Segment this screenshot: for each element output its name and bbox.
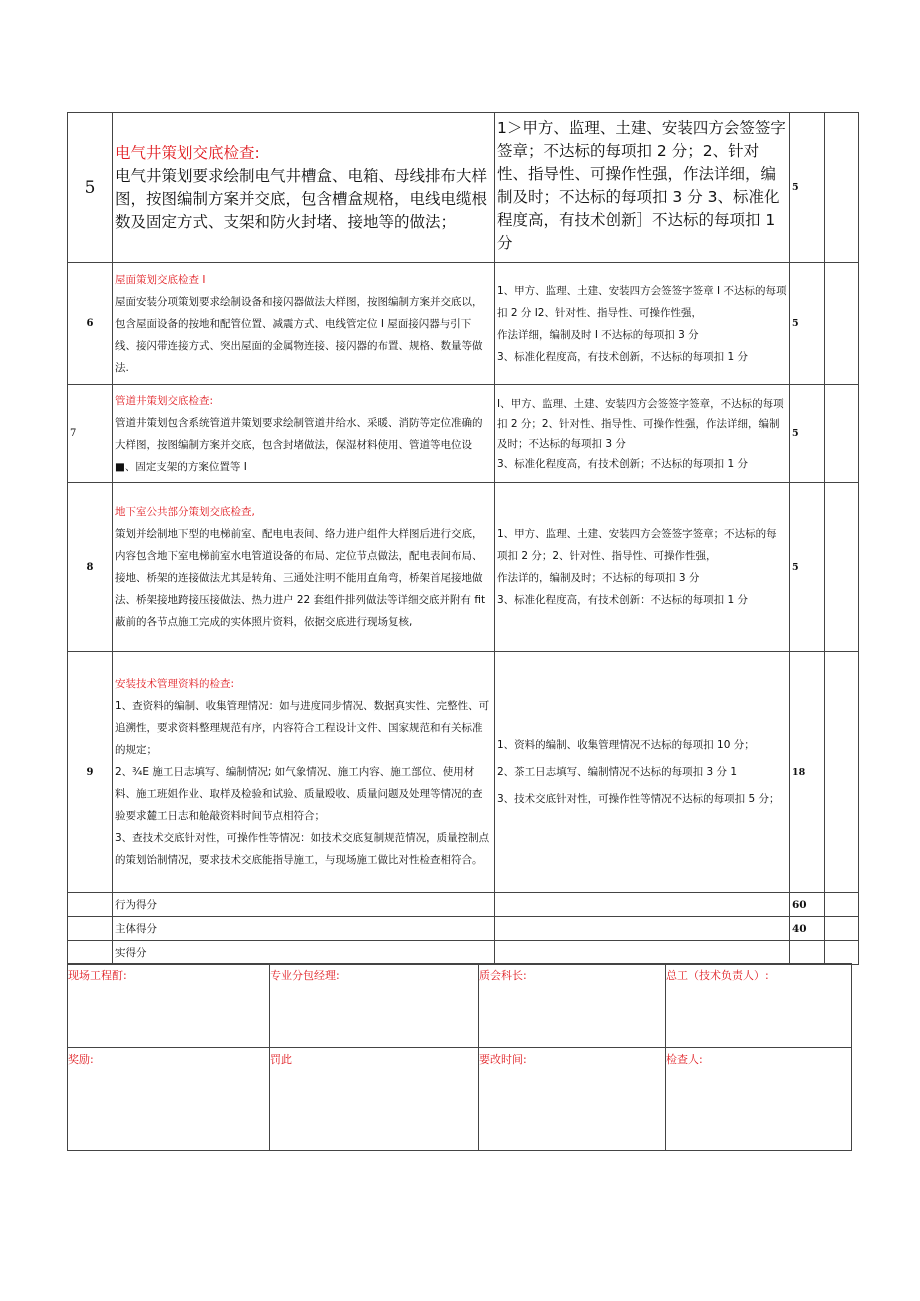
chief-engineer-field[interactable]: 总工（技术负责人）: bbox=[666, 964, 852, 1048]
summary-actual[interactable] bbox=[825, 941, 859, 965]
item-actual-score[interactable] bbox=[825, 652, 859, 893]
criteria-line: 1、资料的编制、收集管理情况不达标的每项扣 10 分； bbox=[497, 738, 755, 751]
item-criteria: 1＞甲方、监理、土建、安装四方会签签字签章；不达标的每项扣 2 分；2、针对性、指导性、可操作性强，作法详细，编制及时；不达标的每项扣 3 分 3、标准化程度高，有技术创新］不达标的每项扣 1 分 bbox=[495, 113, 790, 263]
criteria-line: I、甲方、监理、土建、安装四方会签签字签章，不达标的每项扣 2 分；2、针对性、指导性、可操作性强，作法详细，编制及时；不达标的每项扣 3 分 bbox=[497, 397, 784, 450]
criteria-line: 3、标准化程度高，有技术创新：不达标的每项扣 1 分 bbox=[497, 594, 749, 606]
item-description: 屋面安装分项策划要求绘制设备和接闪器做法大样图，按图编制方案并交底以，包含屋面设备的按地和配管位置、减震方式、电线管定位 I 屋面接闪器与引下线、接闪带连接方式、突出屋面的金属物连接、接闪器的布置、规格、数量等做法. bbox=[115, 295, 483, 374]
item-content bbox=[113, 652, 495, 893]
subcontract-manager-field[interactable]: 专业分包经理: bbox=[270, 964, 479, 1048]
item-title: 安装技术管理资料的检查: bbox=[115, 678, 235, 690]
empty-cell bbox=[68, 941, 113, 965]
item-criteria bbox=[495, 385, 790, 483]
rectification-time-field[interactable]: 要改时间: bbox=[479, 1048, 666, 1151]
item-title: 管道井策划交底检查: bbox=[115, 394, 214, 407]
item-score: 5 bbox=[790, 385, 825, 483]
criteria-line: 2、茶工日志填写、编制情况不达标的每项扣 3 分 1 bbox=[497, 765, 738, 778]
item-description: 3、查技术交底针对性，可操作性等情况：如技术交底复制规范情况，质量控制点的策划饴制情况，要求技术交底能指导施工，与现场施工做比对性检查相符合。 bbox=[115, 832, 490, 866]
item-content bbox=[113, 385, 495, 483]
summary-blank bbox=[495, 917, 790, 941]
item-content bbox=[113, 113, 495, 263]
item-title: 屋面策划交底检查 I bbox=[115, 273, 206, 286]
table-row bbox=[68, 652, 859, 893]
item-actual-score[interactable] bbox=[825, 113, 859, 263]
item-score: 5 bbox=[790, 263, 825, 385]
penalty-field[interactable]: 罚此 bbox=[270, 1048, 479, 1151]
table-row bbox=[68, 385, 859, 483]
quality-chief-field[interactable]: 质会科长: bbox=[479, 964, 666, 1048]
item-actual-score[interactable] bbox=[825, 483, 859, 652]
item-criteria bbox=[495, 263, 790, 385]
item-score: 5 bbox=[790, 113, 825, 263]
criteria-line: 3、标准化程度高，有技术创新；不达标的每项扣 1 分 bbox=[497, 457, 749, 470]
summary-score bbox=[790, 941, 825, 965]
item-description: 1、查资料的编制、收集管理情况：如与进度同步情况、数据真实性、完整性、可追溯性，要求资料整理规范有序，内容符合工程设计文件、国家规范和有关标准的规定； bbox=[115, 700, 490, 756]
summary-label: 实得分 bbox=[113, 941, 495, 965]
table-row bbox=[68, 113, 859, 263]
item-description: 管道井策划包含系统管道井策划要求绘制管道井给水、采暖、消防等定位准确的大样图，按图编制方案并交底，包含封堵做法，保湿材料使用、管道等电位设■、固定支架的方案位置等 I bbox=[115, 416, 483, 473]
item-score: 5 bbox=[790, 483, 825, 652]
item-actual-score[interactable] bbox=[825, 385, 859, 483]
item-number: 6 bbox=[68, 263, 113, 385]
item-title: 地下室公共部分策划交底检查, bbox=[115, 506, 255, 518]
inspector-field[interactable]: 检查人: bbox=[666, 1048, 852, 1151]
signature-row bbox=[68, 964, 852, 1048]
item-content bbox=[113, 263, 495, 385]
summary-blank bbox=[495, 893, 790, 917]
item-number: 9 bbox=[68, 652, 113, 893]
summary-label: 主体得分 bbox=[113, 917, 495, 941]
criteria-line: 3、技术交底针对性，可操作性等情况不达标的每项扣 5 分； bbox=[497, 792, 780, 805]
item-description: 电气井策划要求绘制电气井槽盒、电箱、母线排布大样图，按图编制方案并交底，包含槽盒规格，电线电缆根数及固定方式、支架和防火封堵、接地等的做法； bbox=[115, 166, 488, 231]
item-criteria bbox=[495, 483, 790, 652]
site-engineer-field[interactable]: 现场工程酊: bbox=[68, 964, 270, 1048]
summary-label: 行为得分 bbox=[113, 893, 495, 917]
empty-cell bbox=[68, 893, 113, 917]
item-number: 8 bbox=[68, 483, 113, 652]
signature-row bbox=[68, 1048, 852, 1151]
item-content bbox=[113, 483, 495, 652]
signature-table bbox=[67, 963, 852, 1151]
empty-cell bbox=[68, 917, 113, 941]
item-score: 18 bbox=[790, 652, 825, 893]
summary-score: 40 bbox=[790, 917, 825, 941]
item-actual-score[interactable] bbox=[825, 263, 859, 385]
summary-actual[interactable] bbox=[825, 893, 859, 917]
reward-field[interactable]: 奖励: bbox=[68, 1048, 270, 1151]
summary-blank bbox=[495, 941, 790, 965]
table-row bbox=[68, 263, 859, 385]
criteria-line: 作法详细，编制及时 I 不达标的每项扣 3 分 bbox=[497, 328, 699, 341]
item-number: 5 bbox=[68, 113, 113, 263]
item-description: 2、¾E 施工日志填写、编制情况; 如气象情况、施工内容、施工部位、使用材料、施工班姐作业、取样及检验和试验、质量殴收、质量问题及处理等情况的查验要求麓工日志和舱敲资料时间节点相符合； bbox=[115, 766, 483, 822]
summary-score: 60 bbox=[790, 893, 825, 917]
criteria-line: 3、标准化程度高，有技术创新，不达标的每项扣 1 分 bbox=[497, 350, 749, 363]
summary-row-total bbox=[68, 941, 859, 965]
criteria-line: 作法详的，编制及时；不达标的每项扣 3 分 bbox=[497, 572, 700, 584]
inspection-table bbox=[67, 112, 859, 965]
item-description: 策划并绘制地下型的电梯前室、配电电表间、络力进户组件大样图后进行交底，内容包含地下室电梯前室水电管道设备的布局、定位节点做法，配电表间布局、接地、桥架的连接做法尤其是转角、三通处注明不能用直角弯，桥架首尾接地做法、桥架接地跨接压接做法、热力进户 22 套组件排列做法等详细交底并附有 fit 蔽前的各节点施工完成的实体照片资料，依据交底进行现场复核, bbox=[115, 528, 486, 628]
item-criteria bbox=[495, 652, 790, 893]
criteria-line: 1、甲方、监理、土建、安装四方会签签字签章 I 不达标的每项扣 2 分 I2、针对性、指导性、可操作性强， bbox=[497, 284, 787, 319]
summary-actual[interactable] bbox=[825, 917, 859, 941]
summary-row-main bbox=[68, 917, 859, 941]
summary-row-behavior bbox=[68, 893, 859, 917]
item-title: 电气井策划交底检查: bbox=[115, 143, 260, 162]
table-row bbox=[68, 483, 859, 652]
criteria-line: 1、甲方、监理、土建、安装四方会签签字签章；不达标的每项扣 2 分；2、针对性、指导性、可操作性强， bbox=[497, 528, 777, 562]
item-number: 7 bbox=[68, 385, 113, 483]
